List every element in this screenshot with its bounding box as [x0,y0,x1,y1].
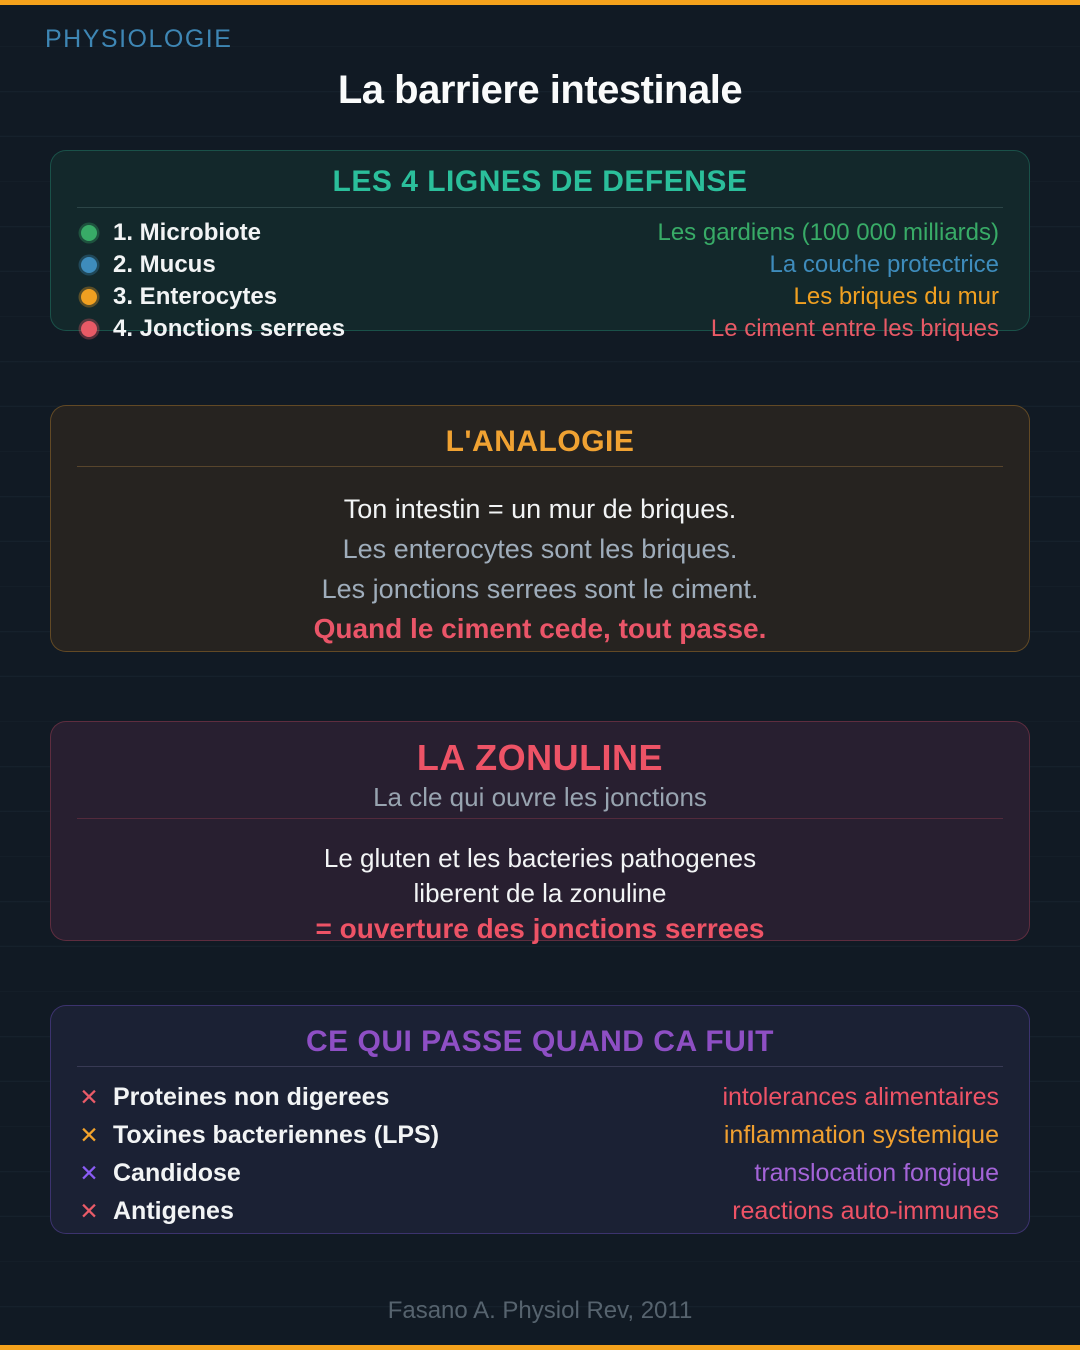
card-zonuline [50,721,1030,944]
leak-rows [51,1078,1029,1230]
defense-row-label: 4. Jonctions serrees [113,315,346,342]
leak-row-label: Toxines bacteriennes (LPS) [113,1120,440,1149]
defense-row-enterocytes [81,281,999,313]
analogy-line: Les enterocytes sont les briques. [342,534,738,564]
defense-rows [51,217,1029,345]
leak-row-desc: inflammation systemique [723,1120,999,1149]
analogy-conclusion: Quand le ciment cede, tout passe. [313,613,767,644]
card-analogy [50,405,1030,652]
bullet-dot-icon [81,257,97,273]
category-label: PHYSIOLOGIE [45,25,233,53]
cross-icon: ✕ [79,1197,99,1224]
defense-row-desc: Les gardiens (100 000 milliards) [657,219,999,246]
bottom-accent-bar [0,1345,1080,1350]
leak-row-antigenes [77,1192,999,1230]
card-defense-lines [50,150,1030,342]
bullet-dot-icon [81,321,97,337]
defense-row-desc: La couche protectrice [769,251,999,278]
divider [77,466,1003,467]
cross-icon: ✕ [79,1121,99,1148]
zonuline-conclusion: = ouverture des jonctions serrees [315,913,765,944]
analogy-line: Ton intestin = un mur de briques. [343,494,737,524]
defense-row-desc: Le ciment entre les briques [710,315,999,342]
card-zonuline-title: LA ZONULINE [416,737,664,778]
card-defense-title: LES 4 LIGNES DE DEFENSE [332,165,748,198]
defense-row-jonctions [81,313,999,345]
analogy-body [51,489,1029,649]
leak-row-desc: translocation fongique [754,1158,999,1187]
leak-row-proteines [77,1078,999,1116]
leak-row-toxines [77,1116,999,1154]
defense-row-label: 1. Microbiote [113,219,262,246]
card-zonuline-subtitle: La cle qui ouvre les jonctions [373,782,707,812]
leak-row-label: Proteines non digerees [113,1082,390,1111]
leak-row-desc: reactions auto-immunes [732,1196,999,1225]
divider [77,1066,1003,1067]
divider [77,207,1003,208]
page-title: La barriere intestinale [337,68,743,112]
divider [77,818,1003,819]
bullet-dot-icon [81,225,97,241]
card-analogy-title: L'ANALOGIE [445,425,635,458]
leak-row-label: Antigenes [113,1196,234,1225]
card-leak [50,1005,1030,1234]
leak-row-candidose [77,1154,999,1192]
cross-icon: ✕ [79,1159,99,1186]
zonuline-line: Le gluten et les bacteries pathogenes [323,843,757,873]
defense-row-microbiote [81,217,999,249]
cross-icon: ✕ [79,1083,99,1110]
leak-row-label: Candidose [113,1158,241,1187]
zonuline-body [51,841,1029,946]
defense-row-label: 3. Enterocytes [113,283,278,310]
defense-row-mucus [81,249,999,281]
defense-row-label: 2. Mucus [113,251,216,278]
zonuline-line: liberent de la zonuline [413,878,667,908]
citation: Fasano A. Physiol Rev, 2011 [387,1297,693,1324]
leak-row-desc: intolerances alimentaires [722,1082,999,1111]
defense-row-desc: Les briques du mur [793,283,999,310]
card-leak-title: CE QUI PASSE QUAND CA FUIT [305,1025,775,1058]
analogy-line: Les jonctions serrees sont le ciment. [321,574,759,604]
top-accent-bar [0,0,1080,5]
bullet-dot-icon [81,289,97,305]
